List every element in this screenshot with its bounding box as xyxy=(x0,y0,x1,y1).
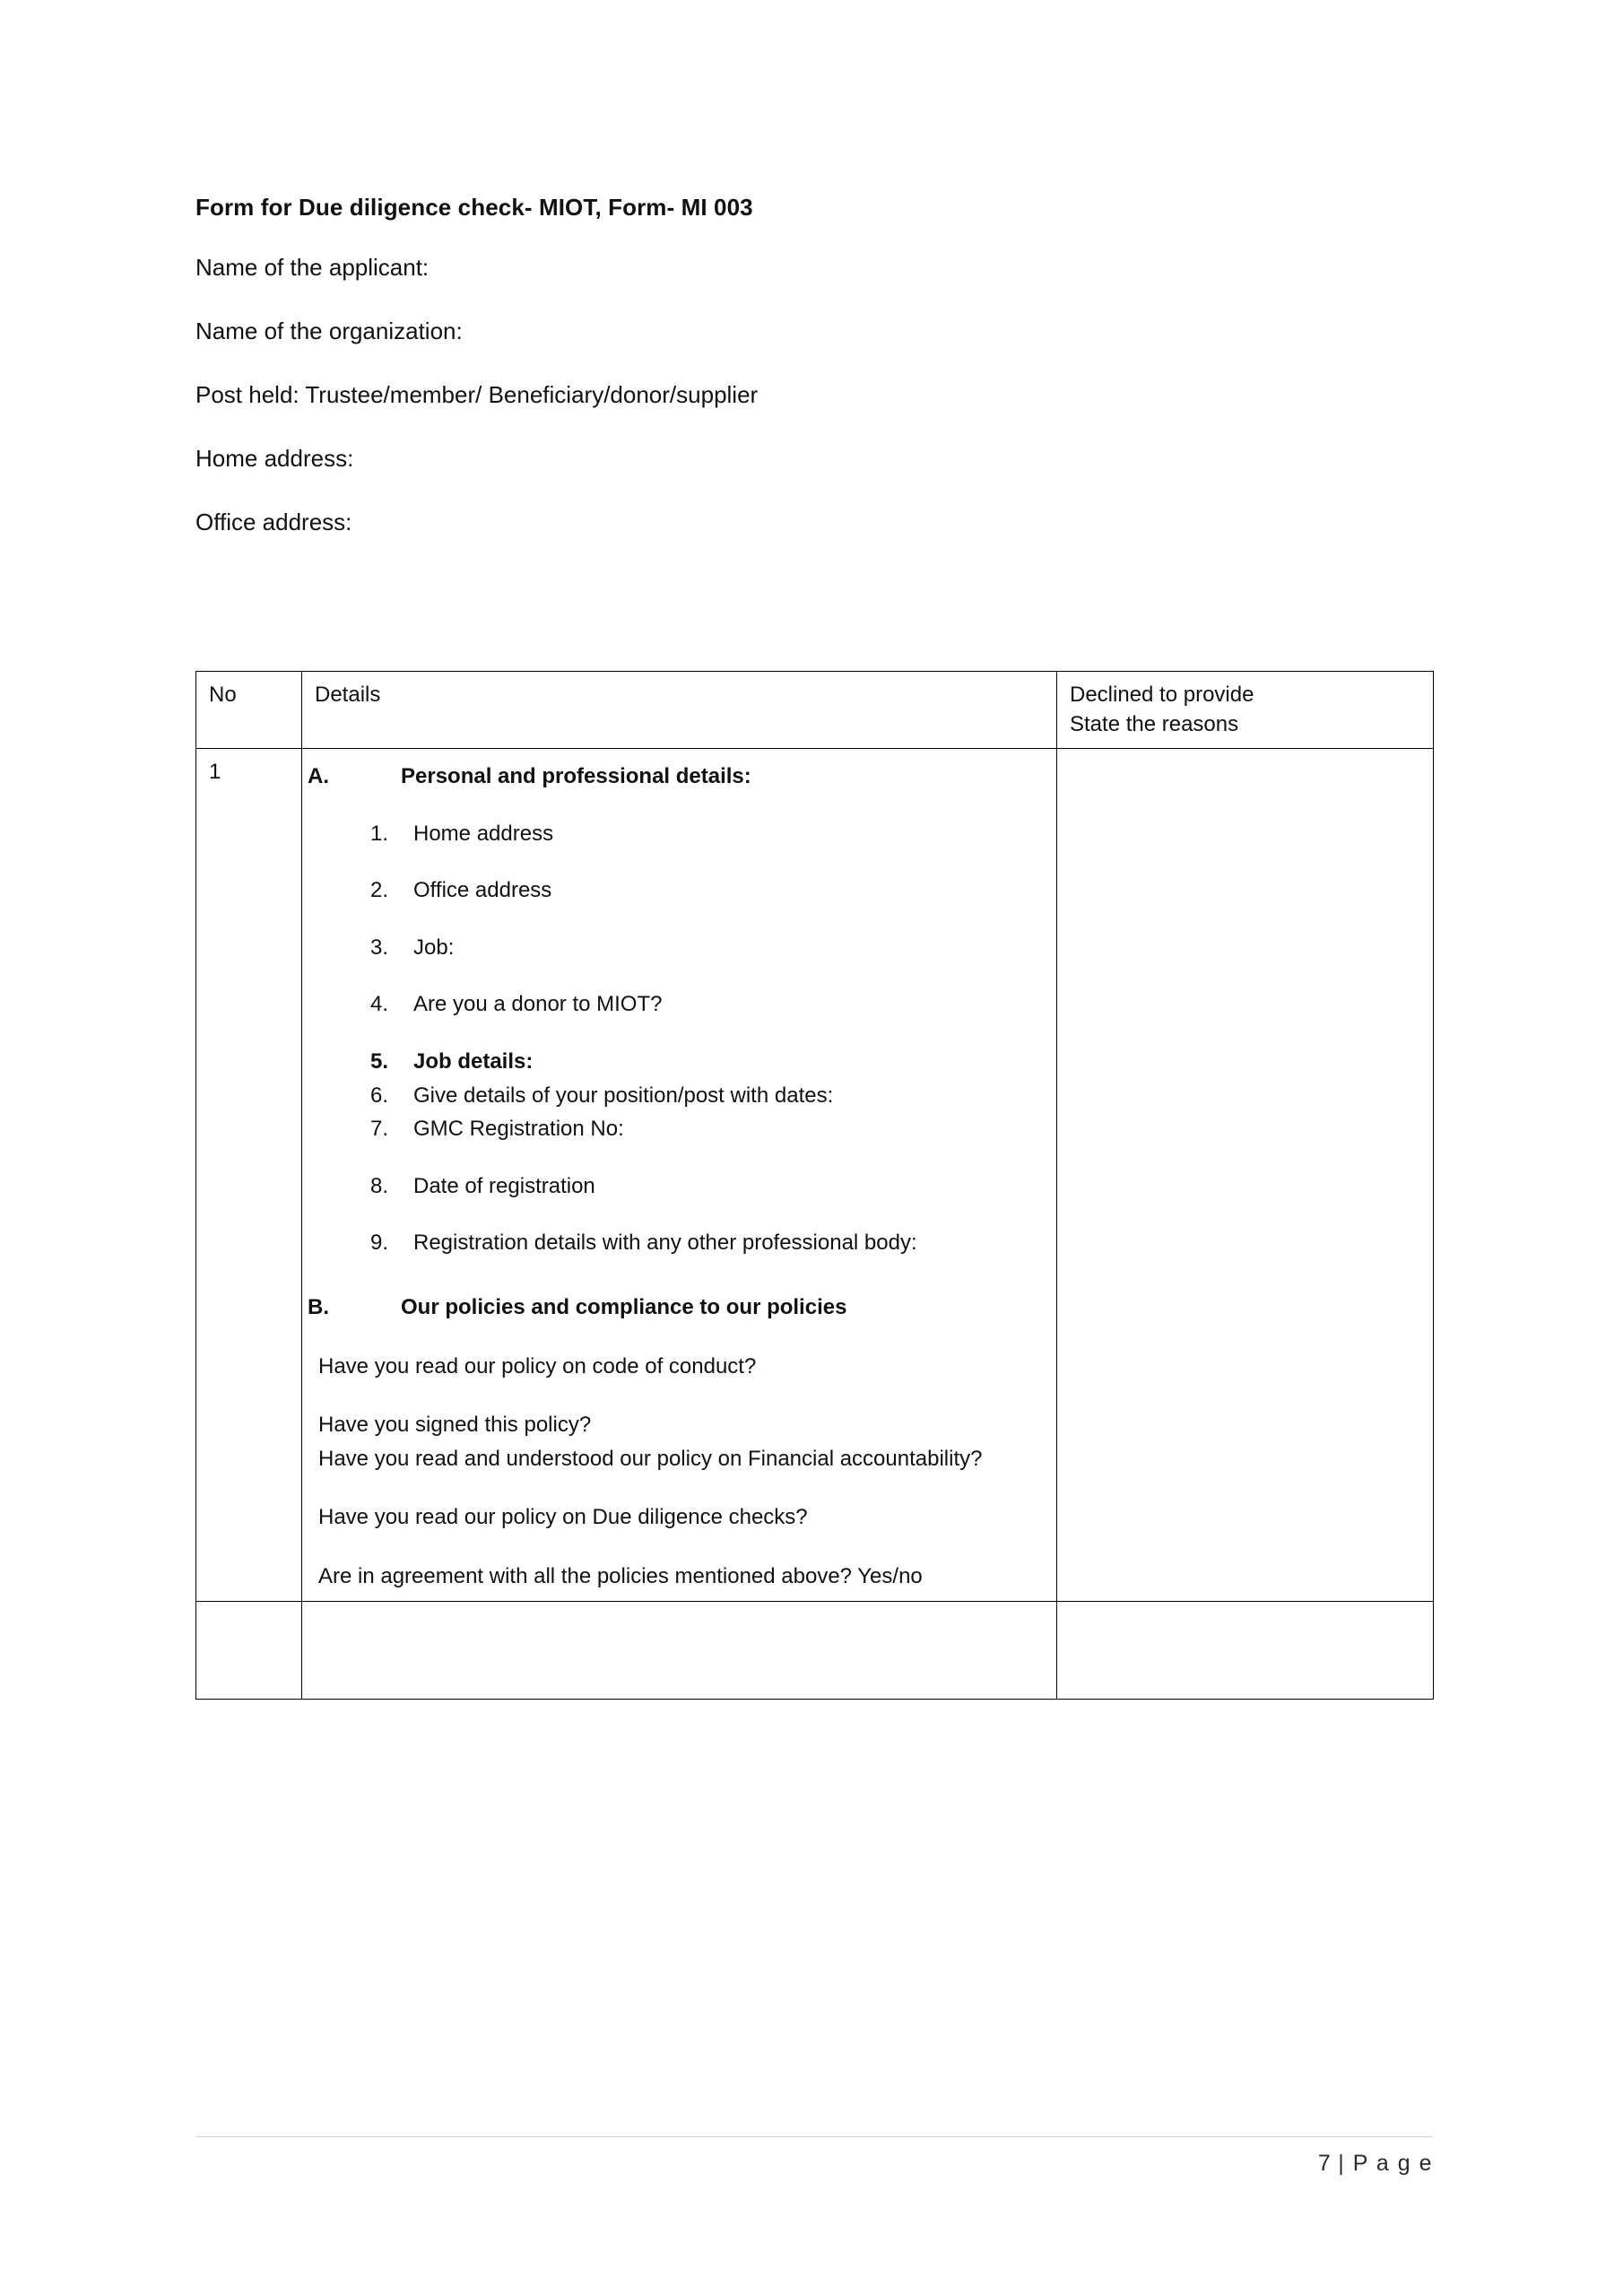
column-header-declined xyxy=(1057,672,1434,749)
table-row xyxy=(196,1601,1434,1699)
column-header-declined-line1: Declined to provide xyxy=(1070,683,1254,708)
column-header-declined-line2: State the reasons xyxy=(1070,711,1239,736)
field-applicant-name: Name of the applicant: xyxy=(195,253,430,281)
section-b-heading xyxy=(308,1292,1046,1323)
list-item xyxy=(315,933,1046,963)
list-item-number: 9. xyxy=(370,1231,389,1256)
list-item-number: 6. xyxy=(370,1083,389,1108)
page-title: Form for Due diligence check- MIOT, Form- MI 003 xyxy=(195,194,753,221)
policy-question-signed-policy: Have you signed this policy? xyxy=(318,1413,592,1438)
page-footer xyxy=(195,2151,1433,2177)
field-post-held: Post held: Trustee/member/ Beneficiary/donor/supplier xyxy=(195,380,759,408)
list-item-label: Job details: xyxy=(413,1049,534,1074)
list-item-number: 2. xyxy=(370,878,389,903)
row-number[interactable] xyxy=(196,1601,302,1699)
footer-page-label: P a g e xyxy=(1352,2151,1433,2176)
section-b-title: Our policies and compliance to our policies xyxy=(401,1294,847,1319)
footer-page-number: 7 xyxy=(1317,2151,1331,2176)
list-item-number: 1. xyxy=(370,821,389,846)
field-home-address: Home address: xyxy=(195,445,354,473)
field-organization-name: Name of the organization: xyxy=(195,317,463,344)
row-details xyxy=(302,749,1057,1602)
row-number: 1 xyxy=(196,749,302,1602)
personal-details-list xyxy=(315,819,1046,1258)
list-item-label: Give details of your position/post with dates: xyxy=(413,1083,834,1108)
row-declined-cell[interactable] xyxy=(1057,749,1434,1602)
list-item xyxy=(315,989,1046,1020)
list-item xyxy=(315,875,1046,906)
policy-question-code-of-conduct: Have you read our policy on code of conduct? xyxy=(318,1353,757,1378)
section-a-heading xyxy=(308,761,1046,792)
footer-separator: | xyxy=(1338,2151,1346,2176)
section-b-marker: B. xyxy=(308,1294,329,1319)
column-header-details: Details xyxy=(302,672,1057,749)
field-office-address: Office address: xyxy=(195,509,352,536)
section-a-marker: A. xyxy=(308,764,329,789)
document-content xyxy=(195,193,1433,1700)
list-item-label: Office address xyxy=(413,878,552,903)
list-item xyxy=(315,1114,1046,1144)
list-item-label: Job: xyxy=(413,935,455,960)
list-item-number: 3. xyxy=(370,935,389,960)
row-details[interactable] xyxy=(302,1601,1057,1699)
list-item xyxy=(315,819,1046,849)
list-item-label: Date of registration xyxy=(413,1173,595,1198)
section-a-title: Personal and professional details: xyxy=(401,764,751,789)
list-item-number: 4. xyxy=(370,992,389,1017)
list-item xyxy=(315,1228,1046,1258)
list-item-label: Registration details with any other professional body: xyxy=(413,1231,917,1256)
list-item-label: Home address xyxy=(413,821,554,846)
list-item-label: Are you a donor to MIOT? xyxy=(413,992,663,1017)
row-declined-cell[interactable] xyxy=(1057,1601,1434,1699)
list-item xyxy=(315,1081,1046,1111)
list-item xyxy=(315,1047,1046,1077)
due-diligence-table xyxy=(195,671,1434,1699)
column-header-no: No xyxy=(196,672,302,749)
list-item-number: 7. xyxy=(370,1117,389,1142)
list-item-label: GMC Registration No: xyxy=(413,1117,624,1142)
table-row xyxy=(196,749,1434,1602)
list-item-number: 8. xyxy=(370,1173,389,1198)
footer-divider xyxy=(195,2136,1433,2137)
table-header-row xyxy=(196,672,1434,749)
policy-question-agreement: Are in agreement with all the policies mentioned above? Yes/no xyxy=(318,1563,923,1588)
vertical-spacer xyxy=(195,570,1433,671)
list-item-number: 5. xyxy=(370,1049,389,1074)
policy-question-financial-accountability: Have you read and understood our policy on Financial accountability? xyxy=(318,1446,983,1471)
policy-question-due-diligence: Have you read our policy on Due diligence checks? xyxy=(318,1505,808,1530)
list-item xyxy=(315,1171,1046,1202)
